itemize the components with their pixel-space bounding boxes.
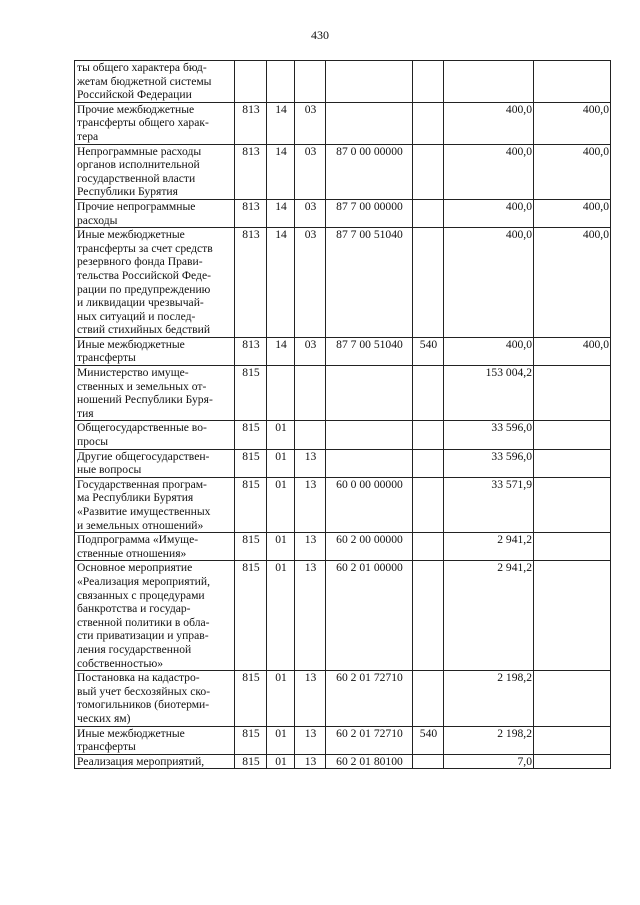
subsection-code-cell: 03: [295, 102, 326, 144]
expense-name-text: Другие общегосударствен- ные вопросы: [77, 449, 210, 477]
target-article-cell: 60 2 01 72710: [326, 671, 413, 726]
amount-second-cell: 400,0: [534, 337, 611, 365]
ministry-code-cell: 815: [235, 671, 267, 726]
target-article-cell: 87 7 00 00000: [326, 199, 413, 227]
ministry-code-cell: 813: [235, 102, 267, 144]
amount-second-cell: 400,0: [534, 144, 611, 199]
expense-name-text: Подпрограмма «Имуще- ственные отношения»: [77, 533, 199, 560]
expense-type-cell: [413, 228, 444, 338]
ministry-code-cell: 815: [235, 366, 267, 421]
expense-name-cell: [75, 671, 235, 726]
amount-second-cell: [534, 726, 611, 754]
expense-name-cell: [75, 144, 235, 199]
table-body: [75, 61, 611, 769]
expense-name-text: ты общего характера бюд- жетам бюджетной системы Российской Федерации: [77, 61, 212, 102]
subsection-code-cell: 03: [295, 228, 326, 338]
expense-name-text: Общегосударственные во- просы: [77, 421, 207, 449]
amount-first-cell: 400,0: [444, 228, 534, 338]
amount-first-cell: 2 198,2: [444, 671, 534, 726]
expense-name-cell: [75, 449, 235, 477]
table-row: [75, 449, 611, 477]
table-row: [75, 366, 611, 421]
table-row: [75, 533, 611, 561]
expense-type-cell: [413, 754, 444, 769]
amount-first-cell: 33 571,9: [444, 477, 534, 532]
expense-type-cell: [413, 199, 444, 227]
section-code-cell: 14: [267, 337, 295, 365]
amount-second-cell: [534, 671, 611, 726]
table-row: [75, 477, 611, 532]
target-article-cell: [326, 421, 413, 449]
table-row: [75, 144, 611, 199]
subsection-code-cell: 13: [295, 449, 326, 477]
amount-second-cell: 400,0: [534, 228, 611, 338]
expense-name-cell: [75, 102, 235, 144]
target-article-cell: 60 2 01 00000: [326, 561, 413, 671]
expense-name-cell: [75, 421, 235, 449]
section-code-cell: 14: [267, 144, 295, 199]
expense-name-text: Основное мероприятие «Реализация мероприятий, связанных с процедурами банкротства и государ- ственной политики в обла- сти приватизации и управ- ления государственной собственностью»: [77, 561, 210, 670]
amount-second-cell: 400,0: [534, 199, 611, 227]
amount-first-cell: 33 596,0: [444, 421, 534, 449]
section-code-cell: 01: [267, 421, 295, 449]
amount-second-cell: [534, 477, 611, 532]
ministry-code-cell: 813: [235, 199, 267, 227]
expense-name-text: Государственная програм- ма Республики Бурятия «Развитие имущественных и земельных отношений»: [77, 477, 211, 532]
expense-name-cell: [75, 754, 235, 769]
expense-type-cell: [413, 561, 444, 671]
section-code-cell: [267, 366, 295, 421]
amount-first-cell: 153 004,2: [444, 366, 534, 421]
expense-name-cell: [75, 366, 235, 421]
subsection-code-cell: 03: [295, 144, 326, 199]
expense-type-cell: [413, 421, 444, 449]
table-row: [75, 671, 611, 726]
amount-second-cell: [534, 421, 611, 449]
section-code-cell: 14: [267, 102, 295, 144]
amount-first-cell: 2 941,2: [444, 561, 534, 671]
expense-type-cell: 540: [413, 726, 444, 754]
section-code-cell: 01: [267, 754, 295, 769]
subsection-code-cell: [295, 366, 326, 421]
expense-type-cell: 540: [413, 337, 444, 365]
expense-name-text: Иные межбюджетные трансферты: [77, 726, 185, 754]
section-code-cell: 14: [267, 228, 295, 338]
expense-name-text: Постановка на кадастро- вый учет бесхозяйных ско- томогильников (биотерми- ческих ям): [77, 671, 211, 725]
table-row: [75, 228, 611, 338]
amount-first-cell: [444, 61, 534, 103]
target-article-cell: 87 7 00 51040: [326, 337, 413, 365]
table-row: [75, 199, 611, 227]
subsection-code-cell: 13: [295, 477, 326, 532]
expense-name-cell: [75, 337, 235, 365]
expense-name-text: Иные межбюджетные трансферты: [77, 337, 185, 365]
expense-name-cell: [75, 561, 235, 671]
ministry-code-cell: 815: [235, 726, 267, 754]
page-number: 430: [311, 28, 329, 42]
section-code-cell: 01: [267, 671, 295, 726]
ministry-code-cell: 815: [235, 477, 267, 532]
expense-type-cell: [413, 477, 444, 532]
section-code-cell: 01: [267, 533, 295, 561]
table-row: [75, 726, 611, 754]
target-article-cell: 60 0 00 00000: [326, 477, 413, 532]
expense-name-cell: [75, 199, 235, 227]
expense-type-cell: [413, 449, 444, 477]
table-row: [75, 754, 611, 769]
ministry-code-cell: [235, 61, 267, 103]
amount-first-cell: 2 941,2: [444, 533, 534, 561]
section-code-cell: 01: [267, 561, 295, 671]
target-article-cell: 60 2 01 80100: [326, 754, 413, 769]
expense-type-cell: [413, 671, 444, 726]
subsection-code-cell: 03: [295, 337, 326, 365]
target-article-cell: 60 2 00 00000: [326, 533, 413, 561]
table-row: [75, 337, 611, 365]
subsection-code-cell: [295, 421, 326, 449]
subsection-code-cell: 13: [295, 561, 326, 671]
amount-second-cell: [534, 61, 611, 103]
target-article-cell: 87 7 00 51040: [326, 228, 413, 338]
section-code-cell: 01: [267, 726, 295, 754]
expense-name-text: Реализация мероприятий,: [77, 754, 205, 768]
subsection-code-cell: 13: [295, 726, 326, 754]
ministry-code-cell: 815: [235, 449, 267, 477]
section-code-cell: 01: [267, 449, 295, 477]
expense-type-cell: [413, 61, 444, 103]
section-code-cell: 14: [267, 199, 295, 227]
subsection-code-cell: [295, 61, 326, 103]
ministry-code-cell: 813: [235, 337, 267, 365]
amount-second-cell: [534, 366, 611, 421]
amount-second-cell: [534, 754, 611, 769]
ministry-code-cell: 815: [235, 421, 267, 449]
target-article-cell: 87 0 00 00000: [326, 144, 413, 199]
expense-name-text: Непрограммные расходы органов исполнительной государственной власти Республики Бурятия: [77, 144, 202, 199]
target-article-cell: 60 2 01 72710: [326, 726, 413, 754]
expense-name-text: Иные межбюджетные трансферты за счет средств резервного фонда Прави- тельства Российской Феде- рации по предупреждению и ликвидации чрезвычай- ных ситуаций и послед- ствий стихийных бедствий: [77, 228, 213, 337]
subsection-code-cell: 13: [295, 754, 326, 769]
expense-type-cell: [413, 102, 444, 144]
subsection-code-cell: 13: [295, 533, 326, 561]
budget-table: [74, 60, 611, 769]
target-article-cell: [326, 61, 413, 103]
ministry-code-cell: 813: [235, 144, 267, 199]
amount-first-cell: 33 596,0: [444, 449, 534, 477]
expense-name-text: Прочие межбюджетные трансферты общего харак- тера: [77, 102, 209, 143]
expense-type-cell: [413, 533, 444, 561]
expense-name-cell: [75, 477, 235, 532]
subsection-code-cell: 03: [295, 199, 326, 227]
amount-second-cell: 400,0: [534, 102, 611, 144]
amount-first-cell: 400,0: [444, 102, 534, 144]
expense-name-cell: [75, 228, 235, 338]
subsection-code-cell: 13: [295, 671, 326, 726]
expense-type-cell: [413, 144, 444, 199]
table-row: [75, 561, 611, 671]
target-article-cell: [326, 449, 413, 477]
amount-first-cell: 7,0: [444, 754, 534, 769]
ministry-code-cell: 815: [235, 561, 267, 671]
ministry-code-cell: 815: [235, 754, 267, 769]
amount-first-cell: 2 198,2: [444, 726, 534, 754]
table-row: [75, 61, 611, 103]
amount-second-cell: [534, 449, 611, 477]
amount-second-cell: [534, 561, 611, 671]
target-article-cell: [326, 366, 413, 421]
table-row: [75, 421, 611, 449]
expense-type-cell: [413, 366, 444, 421]
amount-first-cell: 400,0: [444, 144, 534, 199]
amount-first-cell: 400,0: [444, 337, 534, 365]
expense-name-cell: [75, 533, 235, 561]
expense-name-text: Прочие непрограммные расходы: [77, 199, 196, 227]
section-code-cell: [267, 61, 295, 103]
target-article-cell: [326, 102, 413, 144]
ministry-code-cell: 813: [235, 228, 267, 338]
section-code-cell: 01: [267, 477, 295, 532]
expense-name-text: Министерство имуще- ственных и земельных от- ношений Республики Буря- тия: [77, 366, 213, 420]
amount-second-cell: [534, 533, 611, 561]
expense-name-cell: [75, 61, 235, 103]
ministry-code-cell: 815: [235, 533, 267, 561]
amount-first-cell: 400,0: [444, 199, 534, 227]
table-row: [75, 102, 611, 144]
expense-name-cell: [75, 726, 235, 754]
